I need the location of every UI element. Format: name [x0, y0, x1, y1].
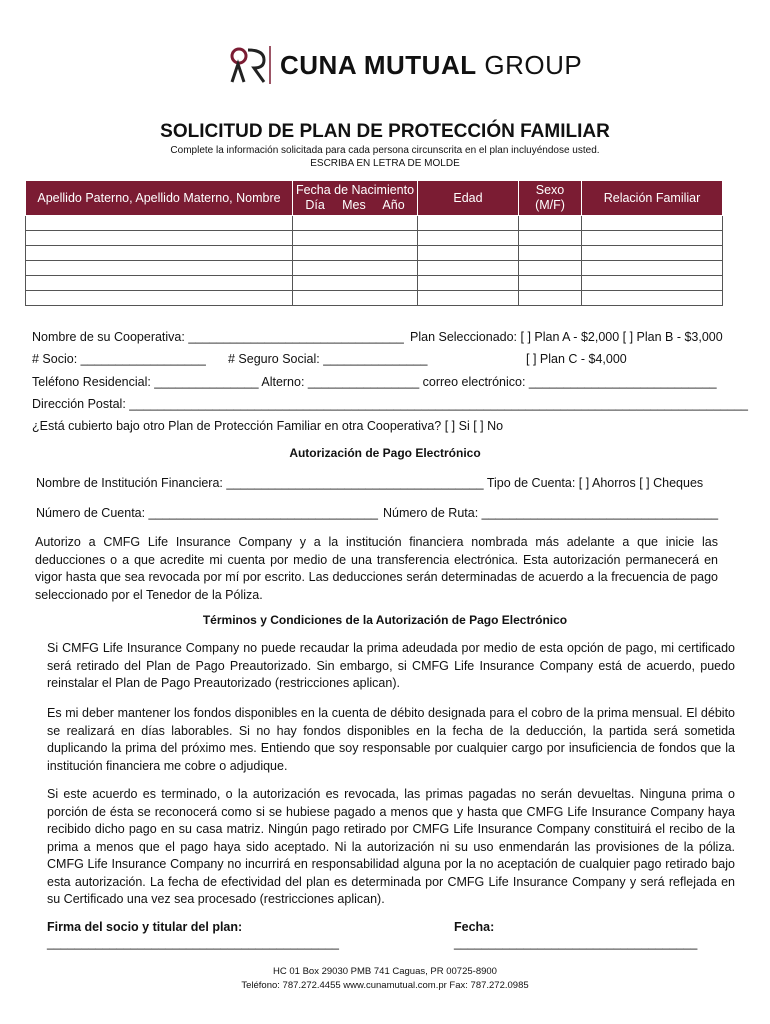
account-number-field[interactable]: Número de Cuenta: _________________________________	[36, 506, 378, 520]
cell-age[interactable]	[418, 276, 519, 291]
cell-relation[interactable]	[582, 246, 723, 261]
cell-age[interactable]	[418, 261, 519, 276]
cell-name[interactable]	[26, 246, 293, 261]
col-name: Apellido Paterno, Apellido Materno, Nombre	[26, 181, 293, 216]
members-table	[25, 180, 723, 306]
brand-name	[280, 50, 582, 81]
cell-name[interactable]	[26, 261, 293, 276]
terms-paragraph-2: Es mi deber mantener los fondos disponibles en la cuenta de débito designada para el cobro de la prima mensual. El débito se realizará en días laborables. Si no hay fondos disponibles en la fecha de la deducción, la partida será sometida duplicando la prima del próximo mes. Entiendo que soy responsable por cualquier cargo por insuficiencia de fondos que la institución financiera me cobre o adjudique.	[47, 706, 735, 773]
instructions: Complete la información solicitada para cada persona circunscrita en el plan incluyéndose usted.	[170, 145, 600, 156]
col-relation: Relación Familiar	[582, 181, 723, 216]
address-field[interactable]: Dirección Postal: _________________________________________________________________________________________	[32, 397, 748, 411]
cell-dob[interactable]	[293, 246, 418, 261]
cell-sex[interactable]	[519, 291, 582, 306]
cooperative-field[interactable]: Nombre de su Cooperativa: _______________________________	[32, 330, 404, 344]
other-coverage-question[interactable]: ¿Está cubierto bajo otro Plan de Protección Familiar en otra Cooperativa? [ ] Si [ ] No	[32, 419, 504, 433]
table-row[interactable]	[26, 246, 723, 261]
table-row[interactable]	[26, 276, 723, 291]
routing-number-field[interactable]: Número de Ruta: __________________________________	[383, 506, 719, 520]
cell-name[interactable]	[26, 291, 293, 306]
cell-name[interactable]	[26, 231, 293, 246]
col-sex	[519, 181, 582, 216]
cell-relation[interactable]	[582, 261, 723, 276]
cell-relation[interactable]	[582, 231, 723, 246]
cell-sex[interactable]	[519, 231, 582, 246]
cell-relation[interactable]	[582, 216, 723, 231]
cell-name[interactable]	[26, 216, 293, 231]
date-line[interactable]: ___________________________________	[454, 936, 698, 950]
page-title: SOLICITUD DE PLAN DE PROTECCIÓN FAMILIAR	[160, 121, 610, 142]
cuna-logo-icon	[228, 46, 272, 84]
cell-dob[interactable]	[293, 261, 418, 276]
cell-name[interactable]	[26, 276, 293, 291]
col-dob	[293, 181, 418, 216]
cell-age[interactable]	[418, 216, 519, 231]
cell-dob[interactable]	[293, 231, 418, 246]
col-dob-title: Fecha de Nacimiento	[295, 183, 415, 197]
col-dob-parts: Día Mes Año	[305, 198, 405, 212]
plan-c-option[interactable]: [ ] Plan C - $4,000	[526, 352, 627, 366]
table-row[interactable]	[26, 261, 723, 276]
cell-age[interactable]	[418, 291, 519, 306]
cell-sex[interactable]	[519, 276, 582, 291]
ssn-field[interactable]: # Seguro Social: _______________	[228, 352, 428, 366]
cell-age[interactable]	[418, 246, 519, 261]
cell-dob[interactable]	[293, 276, 418, 291]
brand-name-bold: CUNA MUTUAL	[280, 50, 477, 80]
signature-line[interactable]: __________________________________________	[47, 936, 339, 950]
socio-field[interactable]: # Socio: __________________	[32, 352, 206, 366]
cell-relation[interactable]	[582, 291, 723, 306]
terms-heading: Términos y Condiciones de la Autorización de Pago Electrónico	[202, 613, 568, 627]
brand-name-light: GROUP	[484, 50, 583, 80]
cell-dob[interactable]	[293, 291, 418, 306]
footer-contact: Teléfono: 787.272.4455 www.cunamutual.com.pr Fax: 787.272.0985	[241, 980, 529, 991]
authorization-text: Autorizo a CMFG Life Insurance Company y a la institución financiera nombrada más adelante a que inicie las deducciones o a que acredite mi cuenta por medio de una transferencia electrónica. Esta autorización permanecerá en vigor hasta que sea revocada por mí por escrito. Las deducciones serán determinadas de acuerdo a la frecuencia de pago seleccionado por el Tenedor de la Póliza.	[35, 535, 718, 602]
phone-fields[interactable]: Teléfono Residencial: _______________ Alterno: ________________ correo electrónico: ___________________________	[32, 375, 717, 389]
cell-relation[interactable]	[582, 276, 723, 291]
table-row[interactable]	[26, 291, 723, 306]
terms-paragraph-3: Si este acuerdo es terminado, o la autorización es revocada, las primas pagadas no serán devueltas. Ninguna prima o porción de ésta se reconocerá como si se hubiese pagado a menos que y hasta que CMFG Life Insurance Company haya recibido dicho pago en su casa matriz. Ningún pago retirado por CMFG Life Insurance Company constituirá el recibo de la prima a menos que el pago haya sido aceptado. Ni la autorización ni su uso enmendarán las provisiones de la póliza. CMFG Life Insurance Company no incurrirá en responsabilidad alguna por la no aceptación de cualquier pago retirado bajo esta autorización. La fecha de efectividad del plan es determinada por CMFG Life Insurance Company y será reflejada en su Certificado una vez sea procesado (restricciones aplican).	[47, 787, 735, 906]
cell-sex[interactable]	[519, 246, 582, 261]
caps-note: ESCRIBA EN LETRA DE MOLDE	[310, 158, 460, 169]
table-row[interactable]	[26, 216, 723, 231]
col-sex-options: (M/F)	[535, 198, 565, 212]
signature-label: Firma del socio y titular del plan:	[47, 920, 243, 934]
footer-address: HC 01 Box 29030 PMB 741 Caguas, PR 00725-8900	[273, 966, 497, 977]
plan-selection[interactable]: Plan Seleccionado: [ ] Plan A - $2,000 [ ] Plan B - $3,000	[410, 330, 723, 344]
table-row[interactable]	[26, 231, 723, 246]
institution-field[interactable]: Nombre de Institución Financiera: _____________________________________ Tipo de Cuenta: [ ] Ahorros [ ] Cheques	[36, 476, 704, 490]
date-label: Fecha:	[454, 920, 495, 934]
payment-heading: Autorización de Pago Electrónico	[289, 446, 481, 460]
cell-age[interactable]	[418, 231, 519, 246]
cell-sex[interactable]	[519, 216, 582, 231]
cell-dob[interactable]	[293, 216, 418, 231]
terms-paragraph-1: Si CMFG Life Insurance Company no puede recaudar la prima adeudada por medio de esta opción de pago, mi certificado será retirado del Plan de Pago Preautorizado. Sin embargo, si CMFG Life Insurance Company está de acuerdo, puedo reinstalar el Plan de Pago Preautorizado (restricciones aplican).	[47, 641, 735, 690]
col-age: Edad	[418, 181, 519, 216]
col-sex-title: Sexo	[535, 183, 565, 197]
cell-sex[interactable]	[519, 261, 582, 276]
